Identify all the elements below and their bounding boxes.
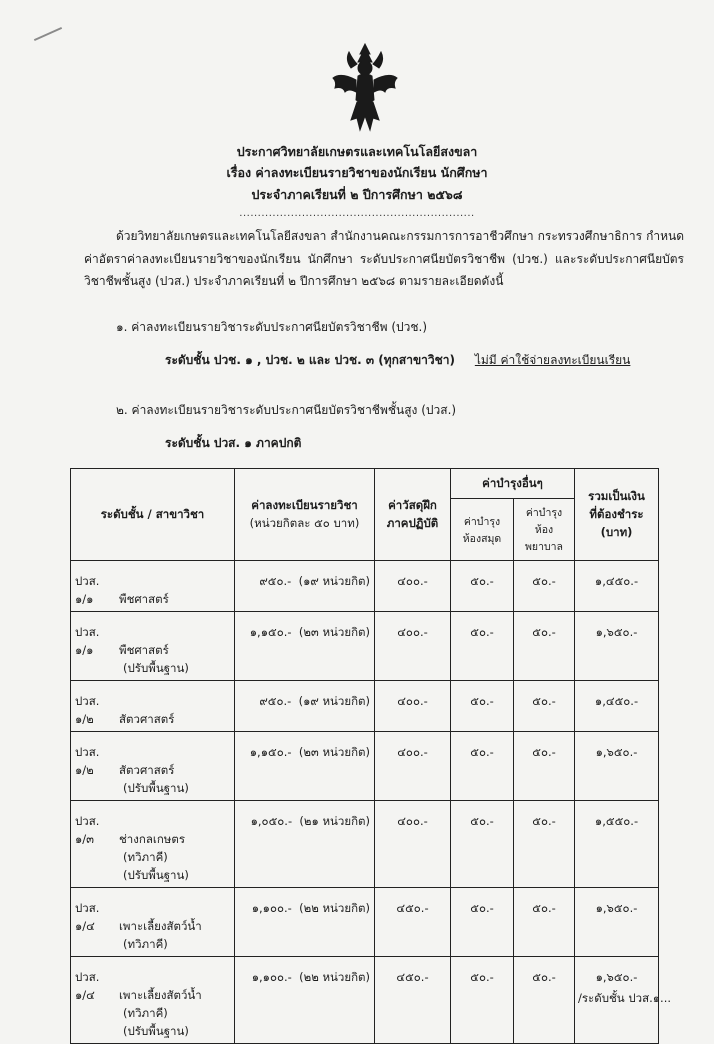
materials-fee: ๔๕๐.- <box>375 957 451 1044</box>
table-row <box>71 681 659 732</box>
library-fee: ๕๐.- <box>451 612 514 681</box>
fee-table <box>70 468 659 1044</box>
credit-count: (๑๙ หน่วยกิต) <box>298 694 370 708</box>
program-note: (ทวิภาคี) <box>123 937 168 951</box>
continuation-note: /ระดับชั้น ปวส.๑... <box>578 991 672 1005</box>
program-note: (ปรับพื้นฐาน) <box>123 661 189 675</box>
garuda-emblem-icon <box>327 42 403 134</box>
registration-cell <box>235 801 375 888</box>
program-note: (ปรับพื้นฐาน) <box>123 781 189 795</box>
table-row <box>71 561 659 612</box>
materials-fee: ๔๐๐.- <box>375 612 451 681</box>
library-fee: ๕๐.- <box>451 681 514 732</box>
nursing-fee: ๕๐.- <box>514 801 575 888</box>
program-cell <box>71 888 235 957</box>
library-fee: ๕๐.- <box>451 957 514 1044</box>
program-major: พืชศาสตร์ <box>119 592 169 606</box>
nursing-fee: ๕๐.- <box>514 957 575 1044</box>
credit-count: (๒๑ หน่วยกิต) <box>299 814 370 828</box>
header-other-fees: ค่าบำรุงอื่นๆ <box>451 469 575 499</box>
program-cell <box>71 612 235 681</box>
registration-cell <box>235 888 375 957</box>
table-row <box>71 801 659 888</box>
intro-paragraph: ด้วยวิทยาลัยเกษตรและเทคโนโลยีสงขลา สำนักงานคณะกรรมการการอาชีวศึกษา กระทรวงศึกษาธิการ กำหนดค่าอัตราค่าลงทะเบียนรายวิชาของนักเรียน นักศึกษา ระดับประกาศนียบัตรวิชาชีพ (ปวช.) และระดับประกาศนียบัตรวิชาชีพชั้นสูง (ปวส.) ประจำภาคเรียนที่ ๒ ปีการศึกษา ๒๕๖๘ ตามรายละเอียดดังนี้ <box>84 229 684 288</box>
announcement-subject: เรื่อง ค่าลงทะเบียนรายวิชาของนักเรียน นักศึกษา <box>226 165 488 180</box>
nursing-fee: ๕๐.- <box>514 561 575 612</box>
total-fee: ๑,๖๕๐.- <box>575 612 659 681</box>
total-fee: ๑,๖๕๐.- <box>575 957 659 1044</box>
program-cell <box>71 561 235 612</box>
total-fee: ๑,๕๕๐.- <box>575 801 659 888</box>
program-code: ปวส. ๑/๒ <box>75 694 100 726</box>
program-major: เพาะเลี้ยงสัตว์น้ำ <box>119 988 202 1002</box>
header-total: รวมเป็นเงิน ที่ต้องชำระ (บาท) <box>575 469 659 561</box>
nursing-fee: ๕๐.- <box>514 888 575 957</box>
announcement-title: ประกาศวิทยาลัยเกษตรและเทคโนโลยีสงขลา <box>236 144 478 159</box>
materials-fee: ๔๐๐.- <box>375 681 451 732</box>
registration-fee: ๙๕๐.- <box>259 574 292 588</box>
nursing-fee: ๕๐.- <box>514 732 575 801</box>
credit-count: (๑๙ หน่วยกิต) <box>298 574 370 588</box>
program-note: (ปรับพื้นฐาน) <box>123 868 189 882</box>
scan-mark <box>34 27 62 41</box>
header-separator: ................................................................ <box>239 208 475 219</box>
materials-fee: ๔๐๐.- <box>375 801 451 888</box>
library-fee: ๕๐.- <box>451 888 514 957</box>
program-code: ปวส. ๑/๑ <box>75 574 100 606</box>
program-cell <box>71 801 235 888</box>
section1-level: ระดับชั้น ปวช. ๑ , ปวช. ๒ และ ปวช. ๓ (ทุกสาขาวิชา) <box>165 353 456 367</box>
section1-heading: ๑. ค่าลงทะเบียนรายวิชาระดับประกาศนียบัตรวิชาชีพ (ปวช.) <box>116 320 428 334</box>
program-major: พืชศาสตร์ <box>119 643 169 657</box>
program-code: ปวส. ๑/๒ <box>75 745 100 777</box>
program-major: ช่างกลเกษตร <box>119 832 186 846</box>
program-note: (ปรับพื้นฐาน) <box>123 1024 189 1038</box>
library-fee: ๕๐.- <box>451 561 514 612</box>
total-fee: ๑,๔๕๐.- <box>575 561 659 612</box>
table-row <box>71 612 659 681</box>
credit-count: (๒๒ หน่วยกิต) <box>299 970 370 984</box>
table-row <box>71 732 659 801</box>
nursing-fee: ๕๐.- <box>514 681 575 732</box>
nursing-fee: ๕๐.- <box>514 612 575 681</box>
program-major: สัตวศาสตร์ <box>119 712 175 726</box>
program-note: (ทวิภาคี) <box>123 850 168 864</box>
registration-fee: ๑,๑๐๐.- <box>251 901 292 915</box>
registration-cell <box>235 732 375 801</box>
table-row <box>71 888 659 957</box>
header-program: ระดับชั้น / สาขาวิชา <box>71 469 235 561</box>
announcement-term: ประจำภาคเรียนที่ ๒ ปีการศึกษา ๒๕๖๘ <box>251 187 463 202</box>
program-code: ปวส. ๑/๔ <box>75 901 100 933</box>
registration-cell <box>235 957 375 1044</box>
program-cell <box>71 957 235 1044</box>
program-code: ปวส. ๑/๔ <box>75 970 100 1002</box>
registration-fee: ๑,๑๐๐.- <box>251 970 292 984</box>
registration-fee: ๑,๑๕๐.- <box>249 745 292 759</box>
program-code: ปวส. ๑/๓ <box>75 814 100 846</box>
program-cell <box>71 732 235 801</box>
library-fee: ๕๐.- <box>451 732 514 801</box>
total-fee: ๑,๖๕๐.- <box>575 732 659 801</box>
materials-fee: ๔๕๐.- <box>375 888 451 957</box>
header-nursing: ค่าบำรุง ห้อง พยาบาล <box>514 499 575 561</box>
registration-fee: ๙๕๐.- <box>259 694 292 708</box>
program-code: ปวส. ๑/๑ <box>75 625 100 657</box>
program-major: สัตวศาสตร์ <box>119 763 175 777</box>
program-note: (ทวิภาคี) <box>123 1006 168 1020</box>
header-registration: ค่าลงทะเบียนรายวิชา (หน่วยกิตละ ๕๐ บาท) <box>235 469 375 561</box>
registration-cell <box>235 681 375 732</box>
total-fee: ๑,๔๕๐.- <box>575 681 659 732</box>
library-fee: ๕๐.- <box>451 801 514 888</box>
header-materials: ค่าวัสดุฝึก ภาคปฏิบัติ <box>375 469 451 561</box>
credit-count: (๒๓ หน่วยกิต) <box>298 625 370 639</box>
section1-level-row <box>165 351 685 370</box>
program-cell <box>71 681 235 732</box>
section2-heading: ๒. ค่าลงทะเบียนรายวิชาระดับประกาศนียบัตรวิชาชีพชั้นสูง (ปวส.) <box>116 403 457 417</box>
total-fee: ๑,๖๕๐.- <box>575 888 659 957</box>
registration-cell <box>235 561 375 612</box>
registration-cell <box>235 612 375 681</box>
program-major: เพาะเลี้ยงสัตว์น้ำ <box>119 919 202 933</box>
registration-fee: ๑,๐๕๐.- <box>250 814 293 828</box>
credit-count: (๒๓ หน่วยกิต) <box>298 745 370 759</box>
section2-level: ระดับชั้น ปวส. ๑ ภาคปกติ <box>165 436 302 450</box>
section1-note: ไม่มี ค่าใช้จ่ายลงทะเบียนเรียน <box>474 353 631 367</box>
materials-fee: ๔๐๐.- <box>375 561 451 612</box>
registration-fee: ๑,๑๕๐.- <box>249 625 292 639</box>
table-row <box>71 957 659 1044</box>
credit-count: (๒๒ หน่วยกิต) <box>299 901 370 915</box>
materials-fee: ๔๐๐.- <box>375 732 451 801</box>
header-library: ค่าบำรุง ห้องสมุด <box>451 499 514 561</box>
